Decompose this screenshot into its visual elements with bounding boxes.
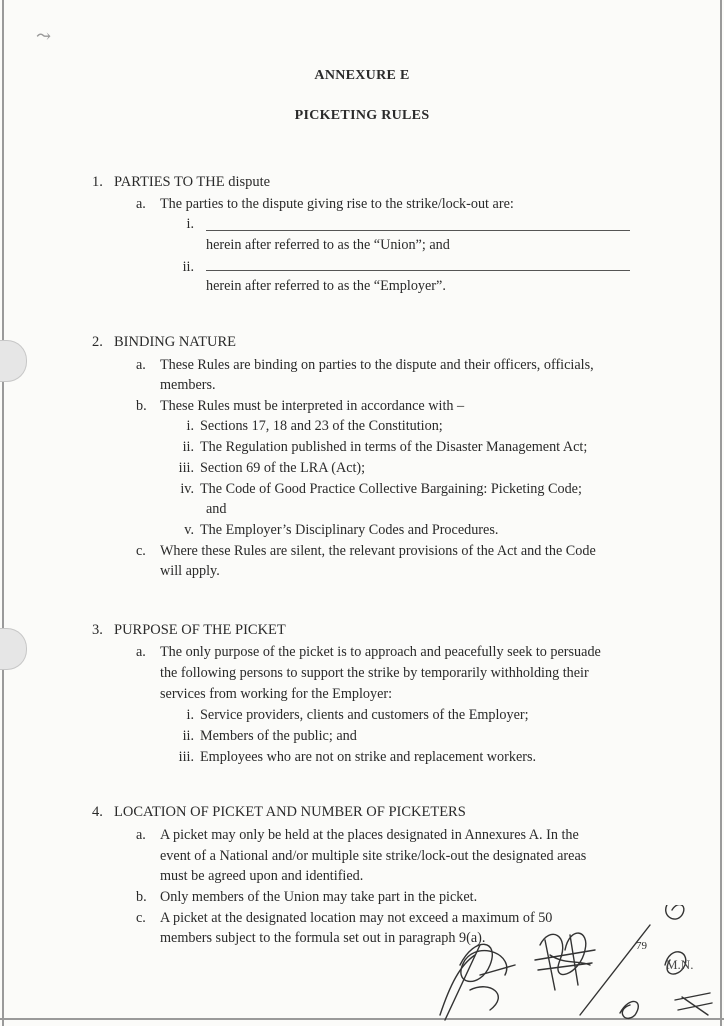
section-3-item-a: a. The only purpose of the picket is to approach and peacefully seek to persuade <box>136 644 601 660</box>
section-2-item-a-cont: members. <box>160 377 216 393</box>
blank-line-union <box>206 230 630 231</box>
annexure-label: ANNEXURE E <box>314 68 410 83</box>
section-4-item-c: c. A picket at the designated location may not exceed a maximum of 50 <box>136 910 553 926</box>
section-3-item-a-cont-2: services from working for the Employer: <box>160 686 393 702</box>
section-1-heading: 1. PARTIES TO THE dispute <box>92 174 271 190</box>
section-2-item-c: c. Where these Rules are silent, the relevant provisions of the Act and the Code <box>136 543 596 559</box>
section-4-item-c-cont: members subject to the formula set out in paragraph 9(a). <box>160 930 486 946</box>
section-4-item-b: b. Only members of the Union may take part in the picket. <box>136 889 478 905</box>
section-3-heading: 3. PURPOSE OF THE PICKET <box>92 622 286 638</box>
section-4-item-a-cont-2: must be agreed upon and identified. <box>160 868 364 884</box>
section-4-item-a-cont-1: event of a National and/or multiple site strike/lock-out the designated areas <box>160 848 587 864</box>
punch-hole-icon <box>0 340 27 382</box>
blank-line-employer <box>206 270 630 271</box>
section-4-heading: 4. LOCATION OF PICKET AND NUMBER OF PICKETERS <box>92 804 466 820</box>
section-1-item-ii: ii. <box>182 259 194 275</box>
page-number: 79 <box>636 940 647 952</box>
section-1-item-i: i. <box>186 216 194 232</box>
section-4-item-a: a. A picket may only be held at the places designated in Annexures A. In the <box>136 827 579 843</box>
scan-border-right <box>720 0 722 1026</box>
section-2-subitem-i: i. Sections 17, 18 and 23 of the Constitution; <box>186 418 443 434</box>
section-2-subitem-iii: iii. Section 69 of the LRA (Act); <box>178 460 366 476</box>
section-2-item-b: b. These Rules must be interpreted in accordance with – <box>136 398 465 414</box>
section-1-item-a: a. The parties to the dispute giving rise to the strike/lock-out are: <box>136 196 514 212</box>
section-2-item-c-cont: will apply. <box>160 563 220 579</box>
section-1-item-ii-text: herein after referred to as the “Employer”. <box>206 278 446 294</box>
section-2-subitem-iv: iv. The Code of Good Practice Collective Bargaining: Picketing Code; <box>180 481 582 497</box>
section-1-item-i-text: herein after referred to as the “Union”; and <box>206 237 450 253</box>
scan-corner-mark: ⤳ <box>36 26 52 46</box>
section-2-subitem-ii: ii. The Regulation published in terms of the Disaster Management Act; <box>182 439 588 455</box>
section-3-subitem-i: i. Service providers, clients and customers of the Employer; <box>186 707 529 723</box>
punch-hole-icon <box>0 628 27 670</box>
scan-border-left <box>2 0 4 1026</box>
section-2-subitem-iv-cont: and <box>206 501 227 517</box>
section-3-subitem-ii: ii. Members of the public; and <box>182 728 357 744</box>
page-title: PICKETING RULES <box>294 108 430 123</box>
handwritten-initials: M.N. <box>666 957 694 972</box>
section-3-item-a-cont-1: the following persons to support the strike by temporarily withholding their <box>160 665 589 681</box>
section-2-item-a: a. These Rules are binding on parties to the dispute and their officers, officials, <box>136 357 594 373</box>
section-2-subitem-v: v. The Employer’s Disciplinary Codes and Procedures. <box>184 522 499 538</box>
section-3-subitem-iii: iii. Employees who are not on strike and replacement workers. <box>178 749 537 765</box>
section-2-heading: 2. BINDING NATURE <box>92 334 237 350</box>
